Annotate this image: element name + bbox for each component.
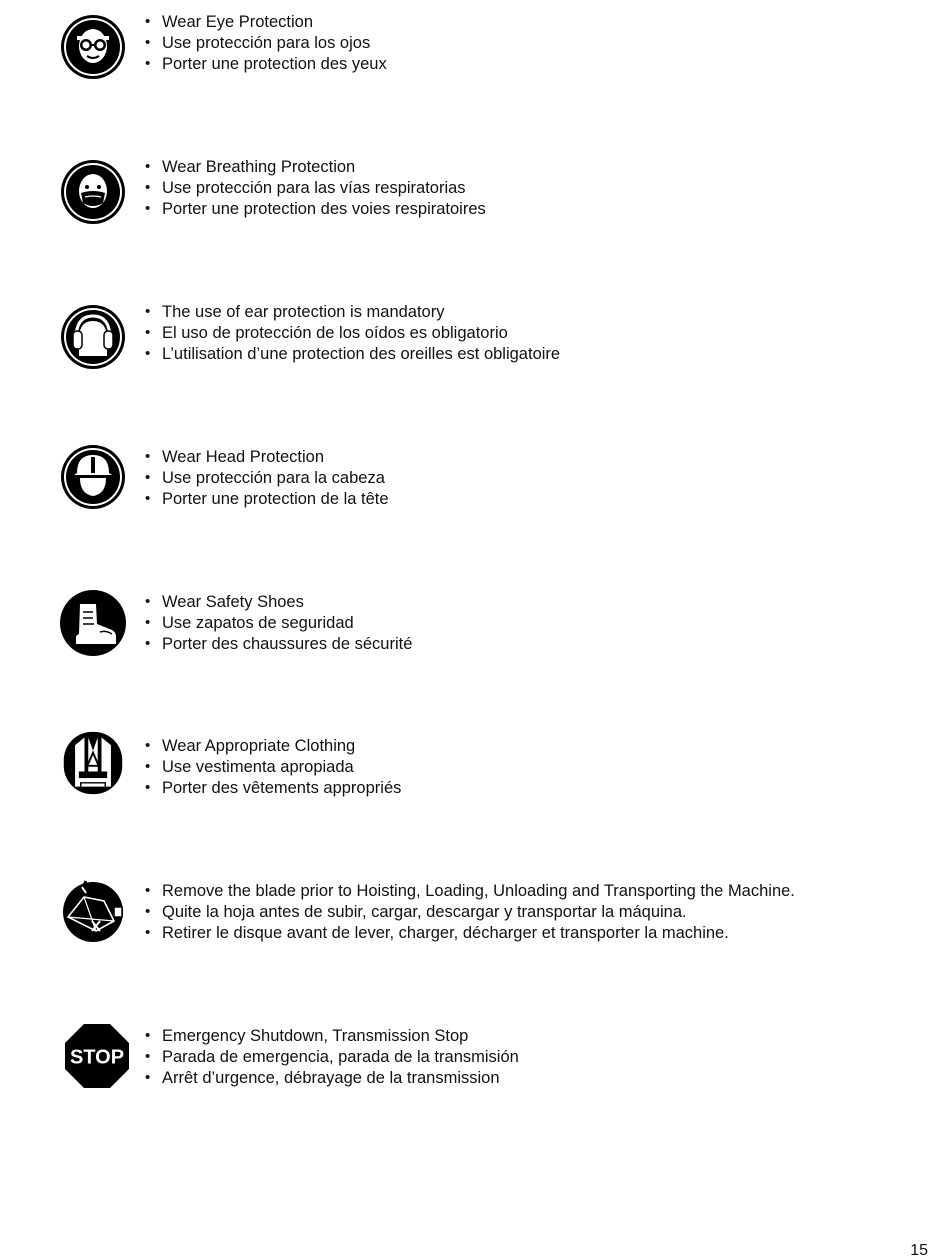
instruction-spanish: • Use vestimenta apropiada: [145, 757, 401, 778]
page-number: 15: [910, 1242, 928, 1259]
instruction-spanish: • El uso de protección de los oídos es obligatorio: [145, 323, 560, 344]
instruction-list: [145, 736, 401, 798]
instruction-spanish: • Use protección para las vías respiratorias: [145, 178, 486, 199]
safety-item-breathing-protection: [0, 157, 950, 237]
instruction-english: • Wear Eye Protection: [145, 12, 387, 33]
instruction-list: [145, 592, 412, 654]
instruction-french: • Porter des chaussures de sécurité: [145, 634, 412, 655]
breathing-protection-icon: [60, 159, 126, 225]
safety-item-appropriate-clothing: [0, 736, 950, 816]
instruction-french: • Porter une protection de la tête: [145, 489, 389, 510]
instruction-french: • Porter des vêtements appropriés: [145, 778, 401, 799]
instruction-spanish: • Use protección para la cabeza: [145, 468, 389, 489]
safety-item-remove-blade: [0, 881, 950, 961]
instruction-french: • Porter une protection des yeux: [145, 54, 387, 75]
instruction-english: • Wear Appropriate Clothing: [145, 736, 401, 757]
instruction-spanish: • Parada de emergencia, parada de la transmisión: [145, 1047, 519, 1068]
instruction-english: • Remove the blade prior to Hoisting, Loading, Unloading and Transporting the Machine.: [145, 881, 795, 902]
stop-sign-icon: [64, 1023, 130, 1089]
safety-item-eye-protection: [0, 12, 950, 92]
safety-item-ear-protection: [0, 302, 950, 382]
instruction-spanish: • Use zapatos de seguridad: [145, 613, 412, 634]
safety-item-safety-shoes: [0, 592, 950, 672]
instruction-english: • Wear Breathing Protection: [145, 157, 486, 178]
instruction-french: • Retirer le disque avant de lever, charger, décharger et transporter la machine.: [145, 923, 795, 944]
instruction-list: [145, 1026, 519, 1088]
remove-blade-icon: [60, 877, 126, 943]
instruction-list: [145, 447, 389, 509]
instruction-spanish: • Quite la hoja antes de subir, cargar, descargar y transportar la máquina.: [145, 902, 795, 923]
safety-item-head-protection: [0, 447, 950, 527]
instruction-list: [145, 881, 795, 943]
instruction-list: [145, 157, 486, 219]
appropriate-clothing-icon: [60, 730, 126, 796]
instruction-spanish: • Use protección para los ojos: [145, 33, 387, 54]
safety-shoes-icon: [60, 590, 126, 656]
instruction-list: [145, 12, 387, 74]
head-protection-icon: [60, 444, 126, 510]
stop-sign-text: STOP: [69, 1046, 125, 1069]
eye-protection-icon: [60, 14, 126, 80]
instruction-english: • Wear Head Protection: [145, 447, 389, 468]
instruction-french: • Porter une protection des voies respiratoires: [145, 199, 486, 220]
instruction-english: • The use of ear protection is mandatory: [145, 302, 560, 323]
instruction-french: • Arrêt d’urgence, débrayage de la transmission: [145, 1068, 519, 1089]
instruction-english: • Emergency Shutdown, Transmission Stop: [145, 1026, 519, 1047]
safety-item-emergency-stop: [0, 1026, 950, 1106]
ear-protection-icon: [60, 304, 126, 370]
instruction-list: [145, 302, 560, 364]
instruction-english: • Wear Safety Shoes: [145, 592, 412, 613]
instruction-french: • L’utilisation d’une protection des oreilles est obligatoire: [145, 344, 560, 365]
